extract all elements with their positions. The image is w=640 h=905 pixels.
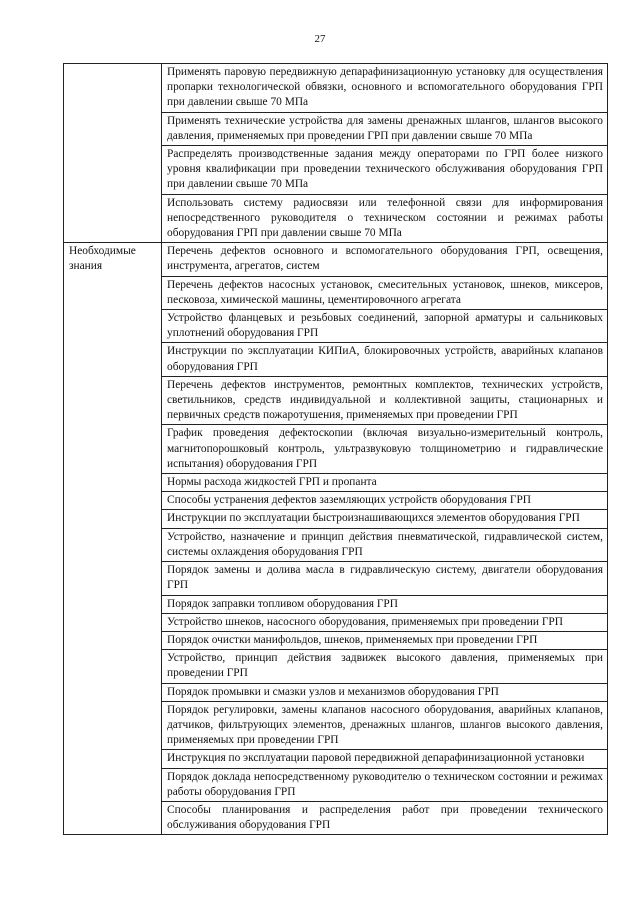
knowledge-label: Необходимые знания (64, 243, 162, 835)
knowledge-item: График проведения дефектоскопии (включая визуально-измерительный контроль, магнитопорошковый контроль, ультразвуковую толщинометрию и гидравлические испытания) оборудования ГРП (162, 425, 608, 474)
table-row (64, 64, 608, 113)
competency-table (63, 63, 608, 835)
table-row (64, 243, 608, 276)
knowledge-section (64, 243, 608, 835)
knowledge-item: Порядок промывки и смазки узлов и механизмов оборудования ГРП (162, 683, 608, 701)
knowledge-item: Устройство, назначение и принцип действия пневматической, гидравлической систем, системы охлаждения оборудования ГРП (162, 528, 608, 561)
knowledge-item: Инструкции по эксплуатации КИПиА, блокировочных устройств, аварийных клапанов оборудования ГРП (162, 343, 608, 376)
knowledge-item: Нормы расхода жидкостей ГРП и пропанта (162, 474, 608, 492)
knowledge-item: Способы планирования и распределения работ при проведении технического обслуживания оборудования ГРП (162, 801, 608, 834)
page-number: 27 (314, 33, 326, 45)
knowledge-item: Устройство шнеков, насосного оборудования, применяемых при проведении ГРП (162, 613, 608, 631)
knowledge-item: Порядок доклада непосредственному руководителю о техническом состоянии и режимах работы оборудования ГРП (162, 768, 608, 801)
knowledge-item: Перечень дефектов основного и вспомогательного оборудования ГРП, освещения, инструмента, агрегатов, систем (162, 243, 608, 276)
skill-item: Использовать систему радиосвязи или телефонной связи для информирования непосредственного руководителя о техническом состоянии и режимах работы оборудования ГРП при давлении свыше 70 МПа (162, 194, 608, 243)
skill-item: Применять технические устройства для замены дренажных шлангов, шлангов высокого давления, применяемых при проведении ГРП при давлении свыше 70 МПа (162, 112, 608, 145)
knowledge-item: Порядок регулировки, замены клапанов насосного оборудования, аварийных клапанов, датчиков, фильтрующих элементов, дренажных шлангов, шлангов высокого давления, применяемых при проведении ГРП (162, 701, 608, 750)
knowledge-item: Устройство фланцевых и резьбовых соединений, запорной арматуры и сальниковых уплотнений оборудования ГРП (162, 310, 608, 343)
knowledge-item: Инструкция по эксплуатации паровой передвижной депарафинизационной установки (162, 750, 608, 768)
skills-label-cell (64, 64, 162, 243)
knowledge-item: Инструкции по эксплуатации быстроизнашивающихся элементов оборудования ГРП (162, 510, 608, 528)
skill-item: Применять паровую передвижную депарафинизационную установку для осуществления пропарки технологической обвязки, основного и вспомогательного оборудования ГРП при давлении свыше 70 МПа (162, 64, 608, 113)
knowledge-item: Порядок заправки топливом оборудования ГРП (162, 595, 608, 613)
knowledge-item: Порядок очистки манифольдов, шнеков, применяемых при проведении ГРП (162, 631, 608, 649)
knowledge-item: Устройство, принцип действия задвижек высокого давления, применяемых при проведении ГРП (162, 650, 608, 683)
knowledge-item: Перечень дефектов инструментов, ремонтных комплектов, технических устройств, светильников, средств индивидуальной и коллективной защиты, стационарных и первичных средств пожаротушения, применяемых при проведении ГРП (162, 376, 608, 425)
knowledge-item: Перечень дефектов насосных установок, смесительных установок, шнеков, миксеров, песковоза, химической машины, цементировочного агрегата (162, 276, 608, 309)
knowledge-item: Порядок замены и долива масла в гидравлическую систему, двигатели оборудования ГРП (162, 562, 608, 595)
skill-item: Распределять производственные задания между операторами по ГРП более низкого уровня квалификации при проведении технического обслуживания оборудования ГРП при давлении свыше 70 МПа (162, 146, 608, 195)
knowledge-item: Способы устранения дефектов заземляющих устройств оборудования ГРП (162, 492, 608, 510)
skills-section (64, 64, 608, 243)
